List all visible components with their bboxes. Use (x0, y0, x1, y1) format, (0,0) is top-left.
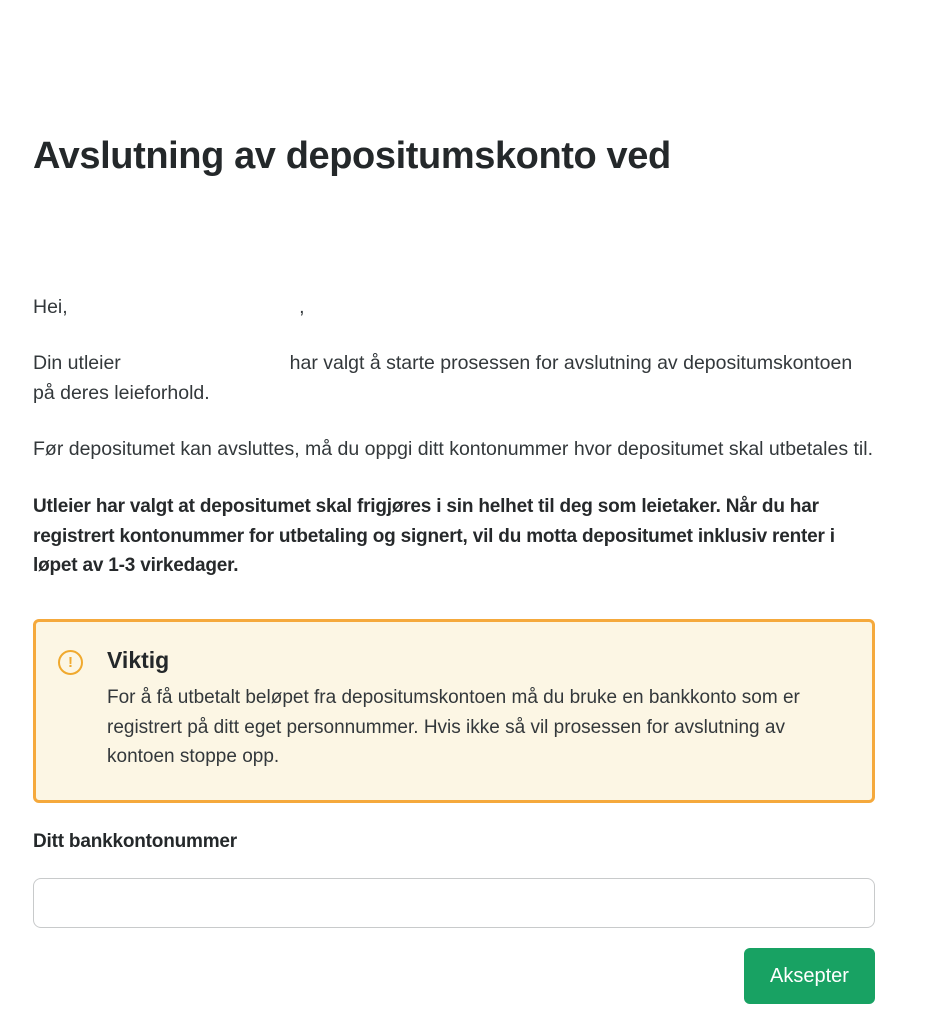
warning-body: For å få utbetalt beløpet fra depositumskontoen må du bruke en bankkonto som er registrert på ditt eget personnummer. Hvis ikke så vil prosessen for avslutning av kontoen stoppe opp. (107, 687, 800, 768)
account-info-paragraph: Før depositumet kan avsluttes, må du oppgi ditt kontonummer hvor depositumet skal utbetales til. (33, 438, 873, 461)
warning-content (107, 647, 842, 772)
landlord-paragraph (33, 348, 875, 408)
release-info-paragraph: Utleier har valgt at depositumet skal frigjøres i sin helhet til deg som leietaker. Når du har registrert kontonummer for utbetaling og signert, vil du motta depositumet inklusiv renter i løpet av 1-3 virkedager. (33, 496, 835, 577)
bank-account-label: Ditt bankkontonummer (33, 830, 237, 852)
greeting-suffix: , (299, 295, 305, 318)
greeting-prefix: Hei, (33, 295, 68, 318)
redacted-address-line (33, 196, 875, 230)
alert-circle-icon: ! (58, 650, 83, 675)
greeting-text (33, 292, 875, 322)
action-row (33, 948, 875, 1004)
accept-button[interactable]: Aksepter (744, 948, 875, 1004)
deposit-closure-page (0, 134, 938, 1004)
redacted-landlord-name (126, 349, 284, 369)
landlord-paragraph-prefix: Din utleier (33, 351, 121, 374)
landlord-paragraph-suffix: har valgt å starte prosessen for avslutning av depositumskontoen på deres leieforhold. (33, 351, 853, 405)
bank-account-input[interactable] (33, 878, 875, 928)
page-title: Avslutning av depositumskonto ved (33, 135, 671, 177)
redacted-tenant-name (73, 293, 299, 313)
warning-box (33, 619, 875, 803)
warning-title: Viktig (107, 646, 170, 673)
